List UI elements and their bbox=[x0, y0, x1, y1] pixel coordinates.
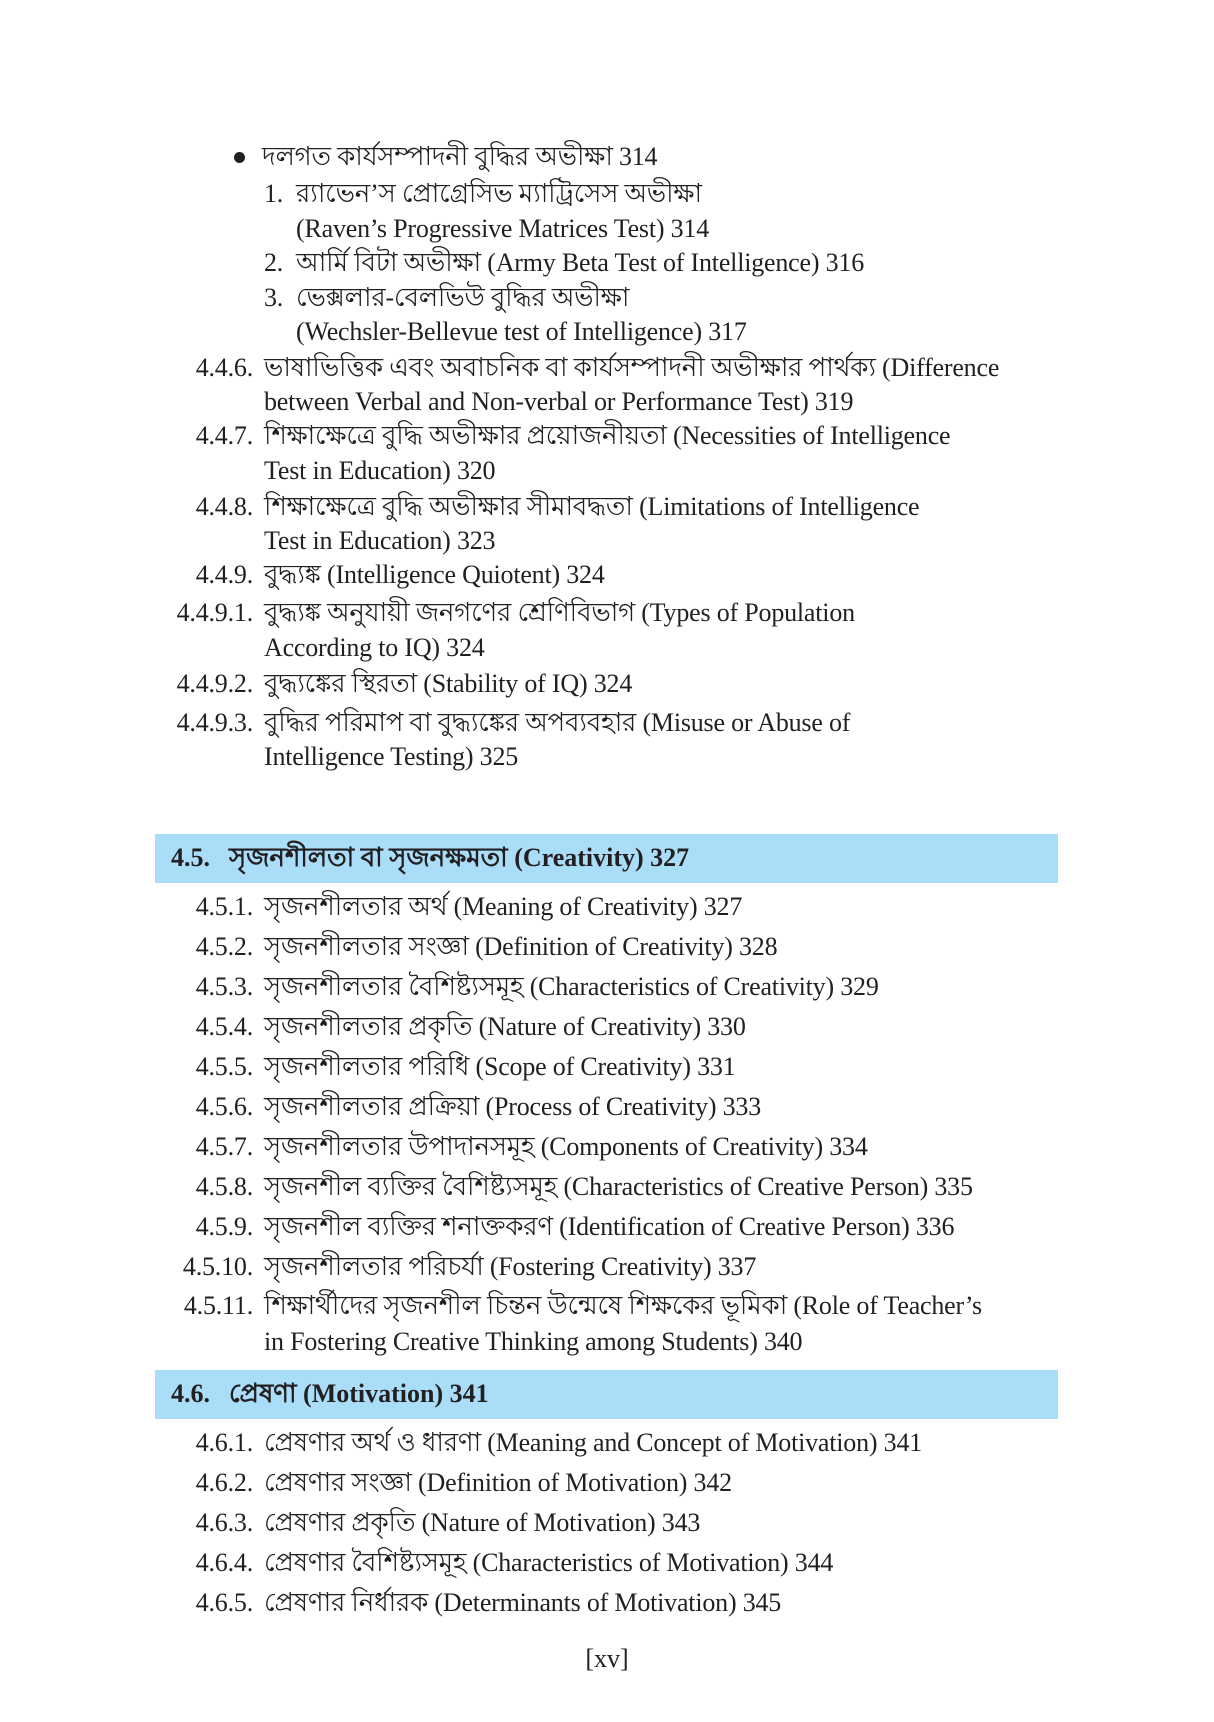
entry-number: 1. bbox=[264, 179, 284, 208]
entry-number: 4.6.3. bbox=[195, 1508, 253, 1537]
entry-number: 4.5.5. bbox=[195, 1052, 253, 1081]
entry-text: Test in Education) 320 bbox=[264, 456, 496, 485]
entry-text: শিক্ষার্থীদের সৃজনশীল চিন্তন উন্মেষে শিক্ষকের ভূমিকা (Role of Teacher’s bbox=[264, 1291, 982, 1320]
entry-number: 4.5.10. bbox=[182, 1252, 253, 1281]
entry-number: 4.4.6. bbox=[195, 353, 253, 382]
entry-text: প্রেষণার অর্থ ও ধারণা (Meaning and Concept of Motivation) 341 bbox=[264, 1428, 923, 1457]
section-heading-4-6 bbox=[155, 1370, 1058, 1419]
entry-text: ভেক্সলার-বেলভিউ বুদ্ধির অভীক্ষা bbox=[296, 283, 630, 312]
entry-number: 4.4.9.1. bbox=[176, 598, 253, 627]
entry-text: in Fostering Creative Thinking among Students) 340 bbox=[264, 1327, 803, 1356]
entry-number: 4.5.4. bbox=[195, 1012, 253, 1041]
entry-text: Intelligence Testing) 325 bbox=[264, 742, 519, 771]
entry-text: আর্মি বিটা অভীক্ষা (Army Beta Test of Intelligence) 316 bbox=[296, 248, 865, 277]
entry-text: বুদ্ধ্যঙ্কের স্থিরতা (Stability of IQ) 324 bbox=[264, 669, 633, 698]
entry-number: 4.4.9. bbox=[195, 560, 253, 589]
section-title bbox=[171, 1376, 489, 1412]
bullet-icon bbox=[234, 152, 245, 163]
entry-text: সৃজনশীলতার পরিচর্যা (Fostering Creativity) 337 bbox=[264, 1252, 757, 1281]
entry-text: সৃজনশীলতার সংজ্ঞা (Definition of Creativity) 328 bbox=[264, 932, 778, 961]
entry-text: সৃজনশীলতার প্রকৃতি (Nature of Creativity) 330 bbox=[264, 1012, 746, 1041]
entry-number: 4.4.7. bbox=[195, 421, 253, 450]
section-title-text: প্রেষণা (Motivation) 341 bbox=[229, 1379, 489, 1408]
entry-text: বুদ্ধ্যঙ্ক (Intelligence Quiotent) 324 bbox=[264, 560, 605, 589]
entry-text: (Wechsler-Bellevue test of Intelligence) 317 bbox=[296, 317, 747, 346]
entry-text: (Raven’s Progressive Matrices Test) 314 bbox=[296, 214, 710, 243]
entry-text: প্রেষণার বৈশিষ্ট্যসমূহ (Characteristics of Motivation) 344 bbox=[264, 1548, 834, 1577]
entry-number: 4.6.2. bbox=[195, 1468, 253, 1497]
entry-number: 4.6.1. bbox=[195, 1428, 253, 1457]
entry-number: 4.4.9.3. bbox=[176, 708, 253, 737]
entry-number: 4.5.3. bbox=[195, 972, 253, 1001]
entry-text: সৃজনশীলতার অর্থ (Meaning of Creativity) 327 bbox=[264, 892, 743, 921]
page-number: [xv] bbox=[585, 1644, 629, 1673]
section-title bbox=[171, 840, 689, 876]
entry-number: 4.4.9.2. bbox=[176, 669, 253, 698]
entry-text: প্রেষণার নির্ধারক (Determinants of Motivation) 345 bbox=[264, 1588, 782, 1617]
section-number: 4.6. bbox=[171, 1379, 210, 1408]
entry-number: 3. bbox=[264, 283, 284, 312]
entry-number: 4.5.1. bbox=[195, 892, 253, 921]
entry-text: বুদ্ধ্যঙ্ক অনুযায়ী জনগণের শ্রেণিবিভাগ (Types of Population bbox=[264, 598, 855, 627]
entry-text: According to IQ) 324 bbox=[264, 633, 485, 662]
entry-number: 2. bbox=[264, 248, 284, 277]
entry-text: সৃজনশীলতার বৈশিষ্ট্যসমূহ (Characteristics of Creativity) 329 bbox=[264, 972, 879, 1001]
section-title-text: সৃজনশীলতা বা সৃজনক্ষমতা (Creativity) 327 bbox=[229, 843, 690, 872]
entry-number: 4.5.2. bbox=[195, 932, 253, 961]
entry-text: ভাষাভিত্তিক এবং অবাচনিক বা কার্যসম্পাদনী অভীক্ষার পার্থক্য (Difference bbox=[264, 353, 1000, 382]
entry-text: সৃজনশীল ব্যক্তির বৈশিষ্ট্যসমূহ (Characteristics of Creative Person) 335 bbox=[264, 1172, 973, 1201]
entry-number: 4.5.7. bbox=[195, 1132, 253, 1161]
entry-number: 4.4.8. bbox=[195, 492, 253, 521]
section-number: 4.5. bbox=[171, 843, 210, 872]
entry-number: 4.5.6. bbox=[195, 1092, 253, 1121]
entry-number: 4.5.8. bbox=[195, 1172, 253, 1201]
entry-number: 4.5.11. bbox=[183, 1291, 253, 1320]
entry-number: 4.6.4. bbox=[195, 1548, 253, 1577]
entry-text: সৃজনশীলতার পরিধি (Scope of Creativity) 331 bbox=[264, 1052, 736, 1081]
entry-text: সৃজনশীলতার উপাদানসমূহ (Components of Creativity) 334 bbox=[264, 1132, 868, 1161]
entry-text: র‌্যাভেন’স প্রোগ্রেসিভ ম্যাট্রিসেস অভীক্ষা bbox=[296, 179, 702, 208]
entry-text: সৃজনশীল ব্যক্তির শনাক্তকরণ (Identification of Creative Person) 336 bbox=[264, 1212, 955, 1241]
entry-text: দলগত কার্যসম্পাদনী বুদ্ধির অভীক্ষা 314 bbox=[262, 142, 658, 171]
entry-text: between Verbal and Non-verbal or Performance Test) 319 bbox=[264, 387, 854, 416]
entry-text: বুদ্ধির পরিমাপ বা বুদ্ধ্যঙ্কের অপব্যবহার (Misuse or Abuse of bbox=[264, 708, 851, 737]
entry-number: 4.6.5. bbox=[195, 1588, 253, 1617]
entry-number: 4.5.9. bbox=[195, 1212, 253, 1241]
entry-text: সৃজনশীলতার প্রক্রিয়া (Process of Creativity) 333 bbox=[264, 1092, 762, 1121]
entry-text: শিক্ষাক্ষেত্রে বুদ্ধি অভীক্ষার প্রয়োজনীয়তা (Necessities of Intelligence bbox=[264, 421, 951, 450]
entry-text: প্রেষণার সংজ্ঞা (Definition of Motivation) 342 bbox=[264, 1468, 732, 1497]
entry-text: প্রেষণার প্রকৃতি (Nature of Motivation) 343 bbox=[264, 1508, 701, 1537]
section-heading-4-5 bbox=[155, 834, 1058, 883]
entry-text: Test in Education) 323 bbox=[264, 526, 496, 555]
entry-text: শিক্ষাক্ষেত্রে বুদ্ধি অভীক্ষার সীমাবদ্ধতা (Limitations of Intelligence bbox=[264, 492, 920, 521]
